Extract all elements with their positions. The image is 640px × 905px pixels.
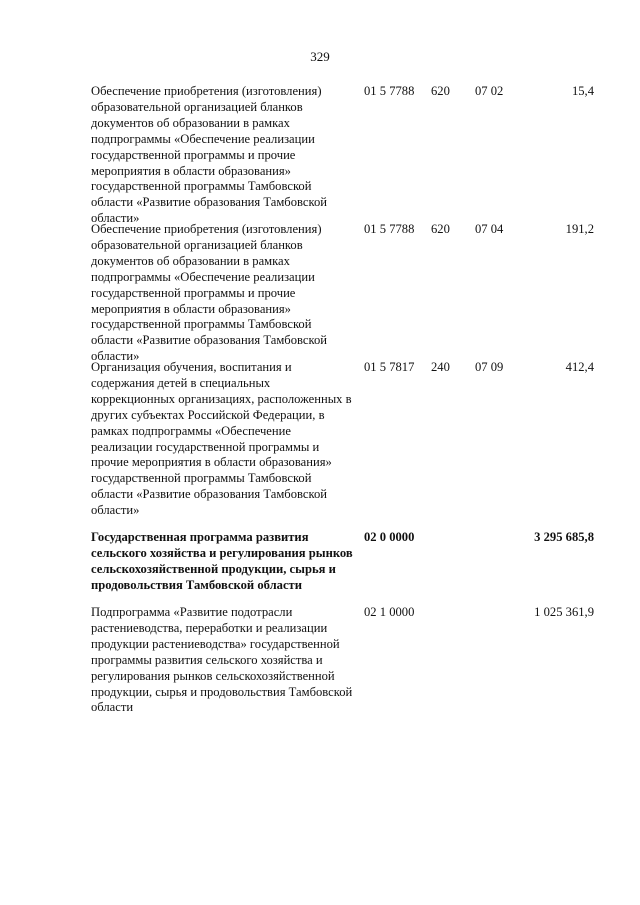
row-description: Подпрограмма «Развитие подотрасли растениеводства, переработки и реализации продукции растениеводства» государственной программы развития сельского хозяйства и регулирования рынков сельскохозяйственной продукции, сырья и продовольствия Тамбовской области (91, 605, 353, 715)
row-description: Обеспечение приобретения (изготовления) образовательной организацией бланков документов об образовании в рамках подпрограммы «Обеспечение реализации государственной программы и прочие мероприятия в области образования» государственной программы Тамбовской области «Развитие образования Тамбовской области» (91, 84, 327, 226)
section-code: 07 02 (475, 84, 504, 98)
amount: 412,4 (565, 360, 594, 374)
target-code: 02 1 0000 (364, 605, 415, 619)
target-code: 01 5 7788 (364, 84, 415, 98)
row-description: Государственная программа развития сельского хозяйства и регулирования рынков сельскохозяйственной продукции, сырья и продовольствия Тамбовской области (91, 530, 353, 592)
expense-type: 620 (431, 222, 450, 236)
amount: 15,4 (571, 84, 594, 98)
amount: 191,2 (565, 222, 594, 236)
amount: 3 295 685,8 (534, 530, 594, 544)
amount: 1 025 361,9 (534, 605, 594, 619)
target-code: 01 5 7817 (364, 360, 415, 374)
expense-type: 240 (431, 360, 450, 374)
section-code: 07 09 (475, 360, 504, 374)
page-number: 329 (310, 49, 330, 64)
target-code: 02 0 0000 (364, 530, 415, 544)
section-code: 07 04 (475, 222, 504, 236)
row-description: Организация обучения, воспитания и содержания детей в специальных коррекционных организациях, расположенных в других субъектах Российской Федерации, в рамках подпрограммы «Обеспечение реализации государственной программы и прочие мероприятия в области образования» государственной программы Тамбовской области «Развитие образования Тамбовской области» (91, 360, 352, 518)
expense-type: 620 (431, 84, 450, 98)
row-description: Обеспечение приобретения (изготовления) образовательной организацией бланков документов об образовании в рамках подпрограммы «Обеспечение реализации государственной программы и прочие мероприятия в области образования» государственной программы Тамбовской области «Развитие образования Тамбовской области» (91, 222, 327, 364)
target-code: 01 5 7788 (364, 222, 415, 236)
